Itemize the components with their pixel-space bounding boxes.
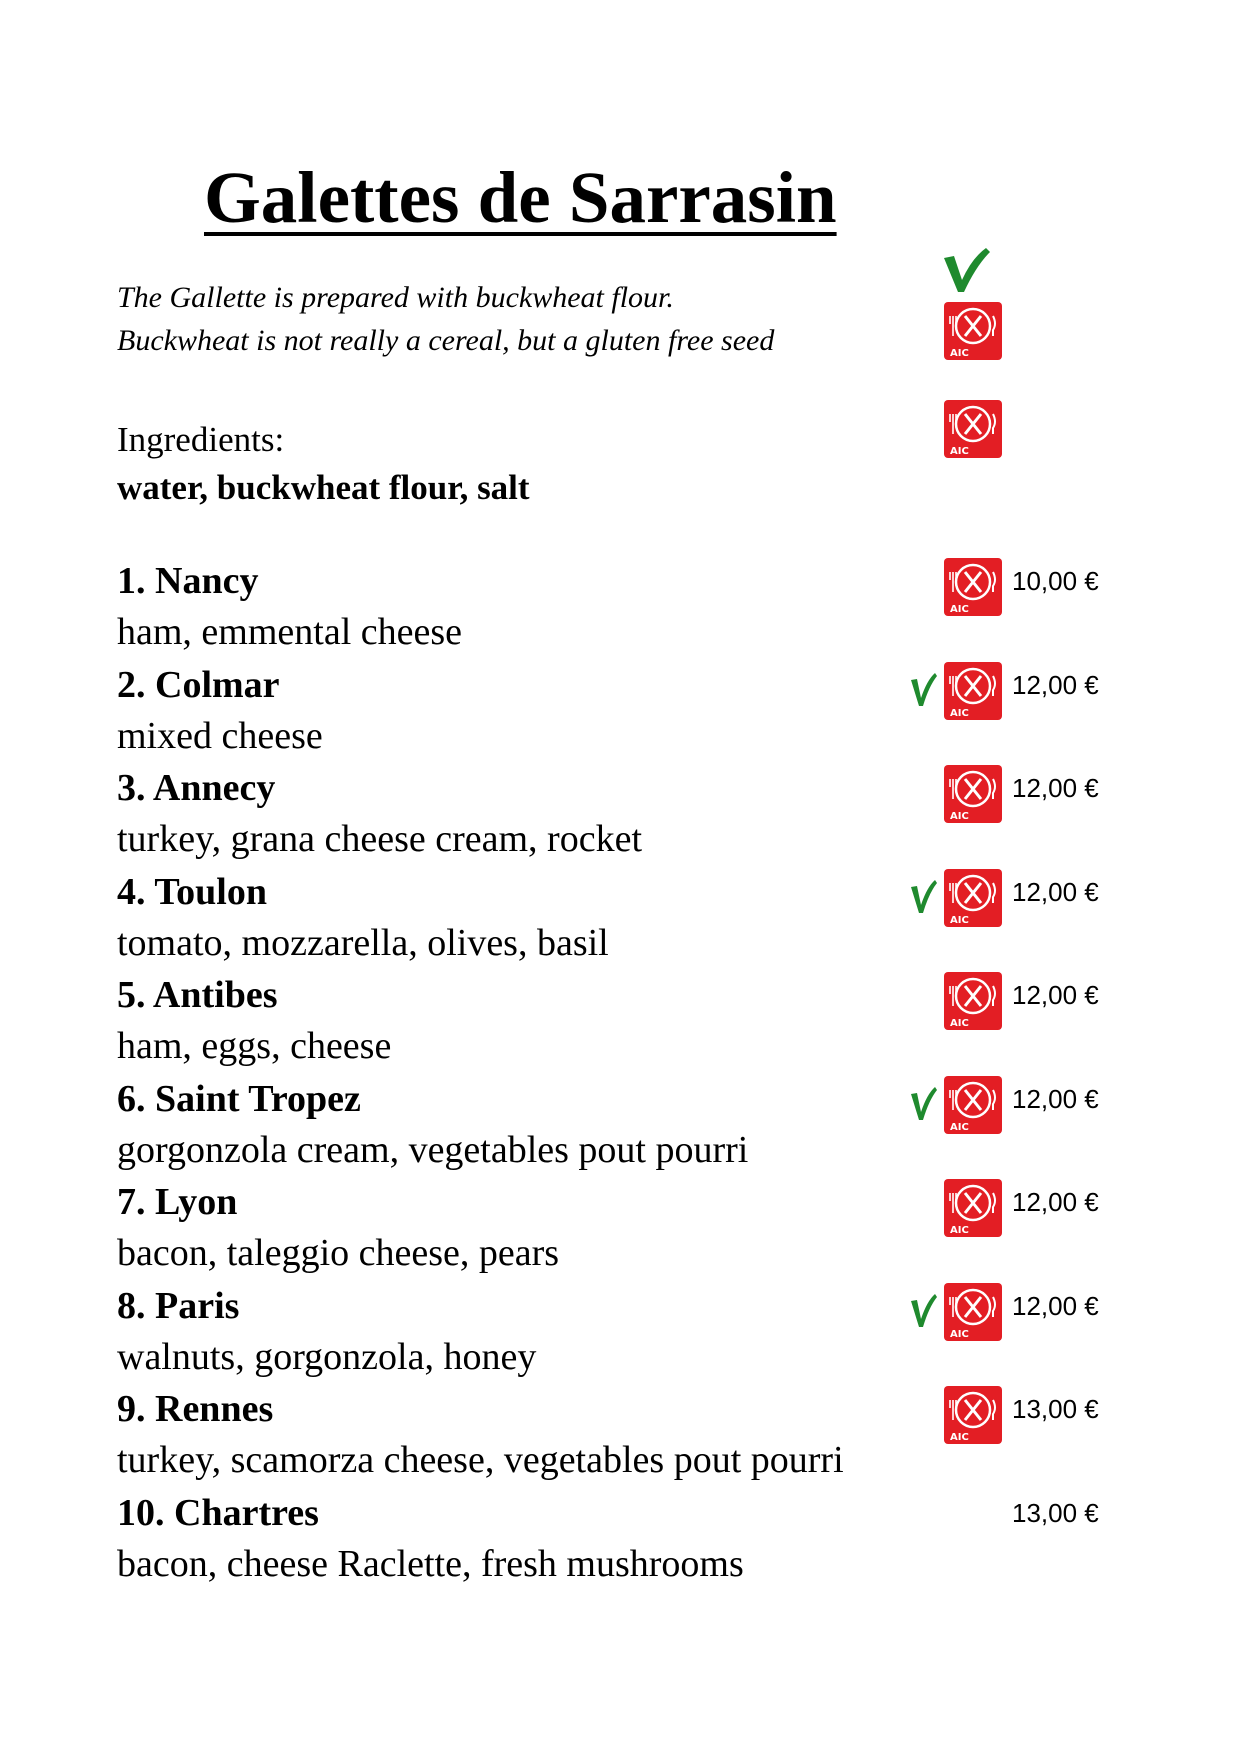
gluten-free-icon [944,662,1002,720]
intro-line: Buckwheat is not really a cereal, but a gluten free seed [117,324,775,357]
item-description: bacon, cheese Raclette, fresh mushrooms [117,1542,744,1585]
item-name: 10. Chartres [117,1491,319,1534]
gluten-free-icon [944,1283,1002,1341]
gluten-free-icon [944,558,1002,616]
vegetarian-icon [909,877,939,915]
svg-text:AIC: AIC [950,914,969,926]
gluten-free-icon [944,302,1002,364]
item-name: 5. Antibes [117,974,278,1016]
gluten-free-icon [944,1076,1002,1134]
intro-line: The Gallette is prepared with buckwheat flour. [117,281,674,314]
item-price: 10,00 € [1012,566,1099,596]
menu-item [117,1283,1127,1387]
svg-text:AIC: AIC [950,1225,969,1236]
item-description: gorgonzola cream, vegetables pout pourri [117,1128,749,1171]
svg-text:AIC: AIC [950,1121,969,1133]
item-name: 8. Paris [117,1284,240,1327]
vegetarian-icon [909,1291,939,1329]
item-price: 12,00 € [1012,876,1099,907]
vegetarian-icon [940,244,994,296]
item-name: 4. Toulon [117,870,267,913]
menu-item [117,662,1127,766]
item-price: 12,00 € [1012,1083,1099,1114]
item-price: 12,00 € [1012,980,1099,1010]
gluten-free-icon [944,1386,1002,1444]
item-description: bacon, taleggio cheese, pears [117,1232,560,1274]
svg-text:AIC: AIC [950,446,969,457]
gluten-free-icon [944,400,1002,458]
gluten-free-icon [944,972,1002,1030]
menu-item [117,558,1127,662]
item-description: turkey, scamorza cheese, vegetables pout pourri [117,1439,844,1481]
menu-item [117,1490,1127,1594]
item-description: turkey, grana cheese cream, rocket [117,818,643,860]
ingredients-label: Ingredients: [117,420,285,459]
item-price: 12,00 € [1012,1290,1099,1321]
item-description: mixed cheese [117,714,323,757]
gluten-free-icon [944,765,1002,823]
item-price: 12,00 € [1012,669,1099,700]
item-price: 12,00 € [1012,1187,1099,1217]
item-name: 7. Lyon [117,1181,238,1223]
svg-text:AIC: AIC [950,811,969,822]
item-description: ham, eggs, cheese [117,1025,392,1067]
ingredients-list: water, buckwheat flour, salt [117,468,530,507]
item-name: 1. Nancy [117,560,259,602]
menu-item [117,765,1127,869]
menu-item [117,1076,1127,1180]
svg-text:AIC: AIC [950,1328,969,1340]
gluten-free-icon [944,1179,1002,1237]
item-price: 13,00 € [1012,1394,1099,1424]
svg-text:AIC: AIC [950,1018,969,1029]
gluten-free-icon [944,869,1002,927]
item-description: ham, emmental cheese [117,611,463,653]
page-title: Galettes de Sarrasin [204,157,837,238]
item-price: 13,00 € [1012,1497,1099,1528]
svg-text:AIC: AIC [950,707,969,719]
svg-text:AIC: AIC [950,1432,969,1443]
item-name: 6. Saint Tropez [117,1077,361,1120]
item-description: walnuts, gorgonzola, honey [117,1335,537,1378]
item-price: 12,00 € [1012,773,1099,803]
menu-item [117,1386,1127,1490]
item-description: tomato, mozzarella, olives, basil [117,921,609,964]
menu-item [117,972,1127,1076]
svg-text:AIC: AIC [950,604,969,615]
item-name: 3. Annecy [117,767,276,809]
svg-text:AIC: AIC [950,348,969,359]
item-name: 2. Colmar [117,663,280,706]
item-name: 9. Rennes [117,1388,274,1430]
menu-item [117,869,1127,973]
vegetarian-icon [909,1084,939,1122]
vegetarian-icon [909,670,939,708]
menu-item [117,1179,1127,1283]
